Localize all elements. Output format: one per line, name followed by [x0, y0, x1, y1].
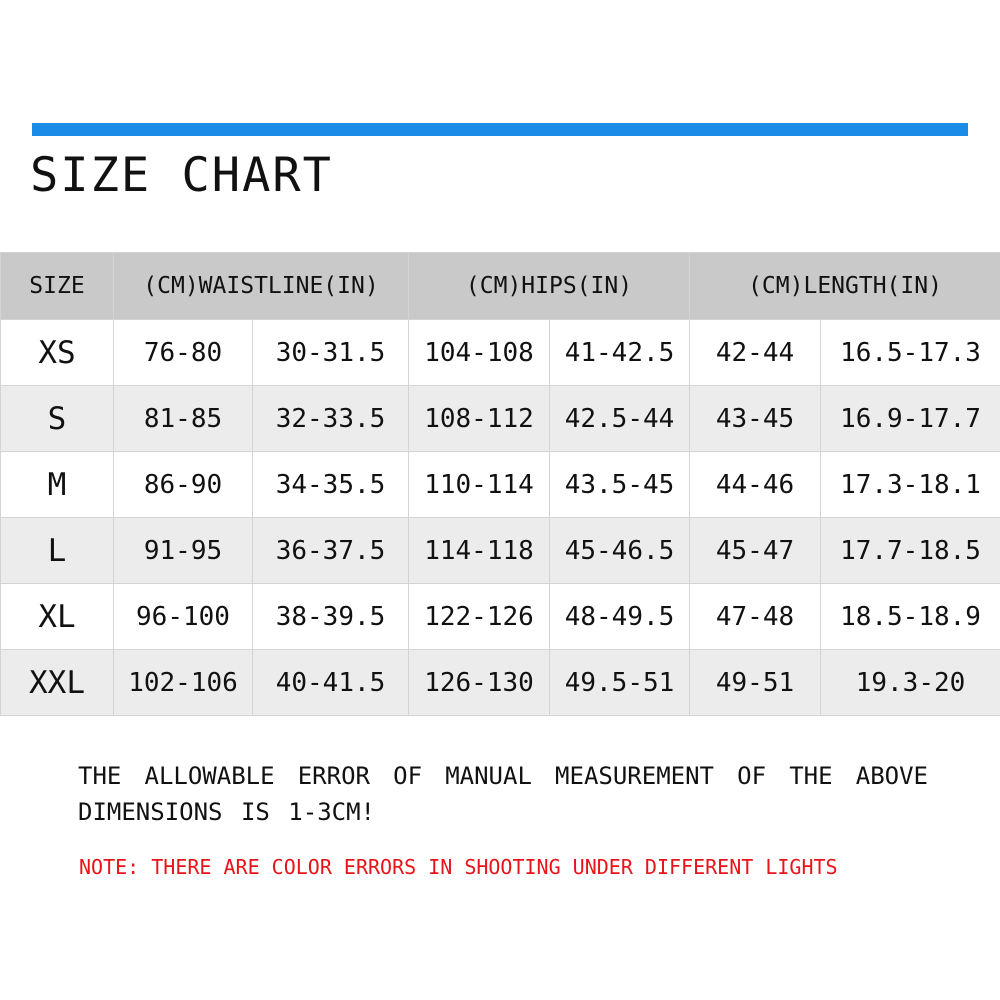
length-cm-cell: 43-45: [690, 386, 821, 452]
header-size: SIZE: [1, 253, 114, 320]
length-in-cell: 17.3-18.1: [821, 452, 1000, 518]
waist-cm-cell: 91-95: [114, 518, 253, 584]
hips-cm-cell: 104-108: [409, 320, 550, 386]
size-table: [0, 252, 1000, 716]
length-cm-cell: 44-46: [690, 452, 821, 518]
size-label: S: [1, 386, 114, 452]
length-in-cell: 19.3-20: [821, 650, 1000, 716]
waist-cm-cell: 81-85: [114, 386, 253, 452]
hips-in-cell: 45-46.5: [550, 518, 690, 584]
table-row: [1, 320, 1000, 386]
length-in-cell: 18.5-18.9: [821, 584, 1000, 650]
length-cm-cell: 42-44: [690, 320, 821, 386]
length-in-cell: 17.7-18.5: [821, 518, 1000, 584]
waist-in-cell: 32-33.5: [253, 386, 409, 452]
size-label: XL: [1, 584, 114, 650]
page-title: SIZE CHART: [30, 148, 333, 203]
size-label: L: [1, 518, 114, 584]
waist-in-cell: 38-39.5: [253, 584, 409, 650]
header-hips: (CM)HIPS(IN): [409, 253, 690, 320]
color-warning-note: NOTE: THERE ARE COLOR ERRORS IN SHOOTING UNDER DIFFERENT LIGHTS: [79, 855, 838, 879]
table-row: [1, 386, 1000, 452]
measurement-note: THE ALLOWABLE ERROR OF MANUAL MEASUREMENT OF THE ABOVE DIMENSIONS IS 1-3CM!: [78, 762, 928, 826]
header-length: (CM)LENGTH(IN): [690, 253, 1000, 320]
length-in-cell: 16.9-17.7: [821, 386, 1000, 452]
table-header-row: [1, 253, 1000, 320]
size-label: XS: [1, 320, 114, 386]
waist-in-cell: 40-41.5: [253, 650, 409, 716]
hips-in-cell: 48-49.5: [550, 584, 690, 650]
waist-cm-cell: 76-80: [114, 320, 253, 386]
hips-cm-cell: 126-130: [409, 650, 550, 716]
table-row: [1, 650, 1000, 716]
accent-bar: [32, 123, 968, 136]
hips-cm-cell: 108-112: [409, 386, 550, 452]
waist-in-cell: 34-35.5: [253, 452, 409, 518]
waist-cm-cell: 96-100: [114, 584, 253, 650]
hips-cm-cell: 110-114: [409, 452, 550, 518]
size-label: M: [1, 452, 114, 518]
hips-in-cell: 41-42.5: [550, 320, 690, 386]
waist-cm-cell: 86-90: [114, 452, 253, 518]
table-row: [1, 452, 1000, 518]
length-cm-cell: 49-51: [690, 650, 821, 716]
table-row: [1, 518, 1000, 584]
table-row: [1, 584, 1000, 650]
waist-cm-cell: 102-106: [114, 650, 253, 716]
length-in-cell: 16.5-17.3: [821, 320, 1000, 386]
waist-in-cell: 30-31.5: [253, 320, 409, 386]
length-cm-cell: 45-47: [690, 518, 821, 584]
hips-cm-cell: 114-118: [409, 518, 550, 584]
hips-in-cell: 43.5-45: [550, 452, 690, 518]
size-label: XXL: [1, 650, 114, 716]
hips-in-cell: 42.5-44: [550, 386, 690, 452]
hips-in-cell: 49.5-51: [550, 650, 690, 716]
header-waistline: (CM)WAISTLINE(IN): [114, 253, 409, 320]
length-cm-cell: 47-48: [690, 584, 821, 650]
waist-in-cell: 36-37.5: [253, 518, 409, 584]
hips-cm-cell: 122-126: [409, 584, 550, 650]
